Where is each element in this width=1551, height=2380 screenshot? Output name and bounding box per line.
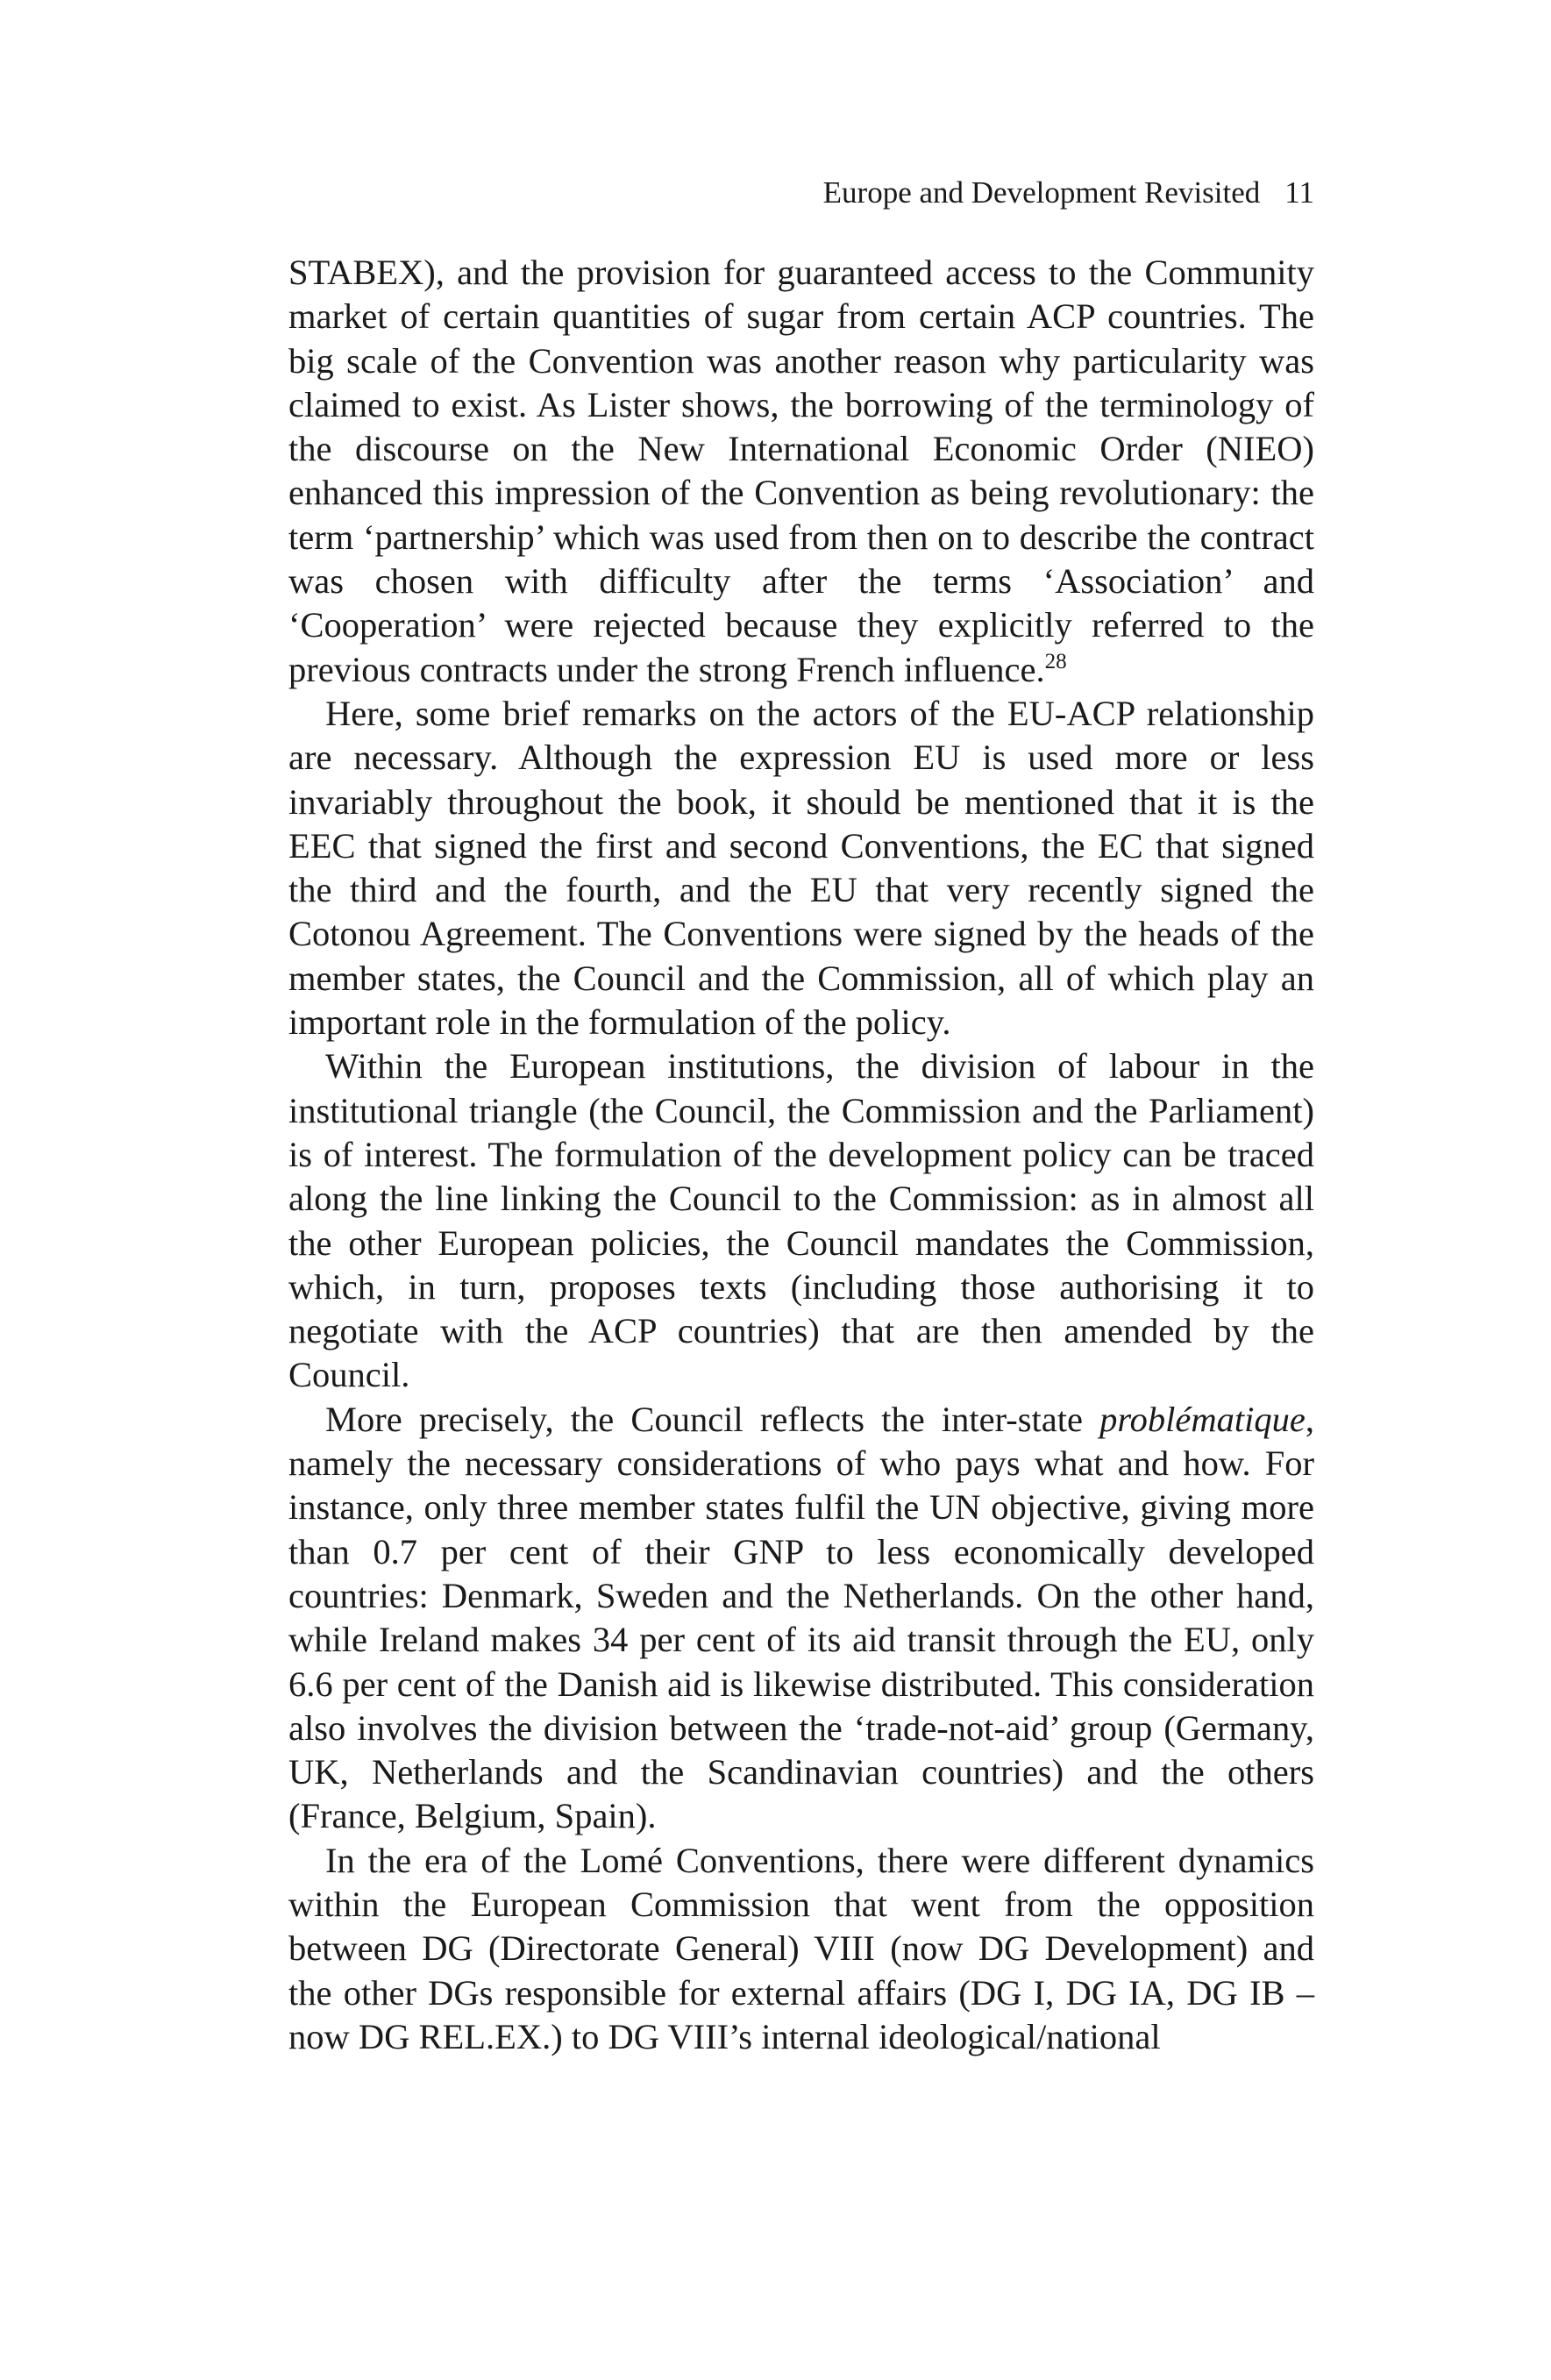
paragraph-commission: In the era of the Lomé Conventions, there were different dynamics within the European Commission that went from the opposition between DG (Directorate General) VIII (now DG Development) and the other DGs responsible for external affairs (DG I, DG IA, DG IB – now DG REL.EX.) to DG VIII’s internal ideological/national [288,1840,1314,2056]
paragraph-text-start: More precisely, the Council reflects the inter-state [325,1399,1100,1439]
paragraph-text: STABEX), and the provision for guaranteed access to the Community market of certain quantities of sugar from certain ACP countries. The big scale of the Convention was another reason why particularity was claimed to exist. As Lister shows, the borrowing of the terminology of the discourse on the New International Economic Order (NIEO) enhanced this impression of the Convention as being revolutionary: the term ‘partnership’ which was used from then on to describe the contract was chosen with difficulty after the terms ‘Association’ and ‘Cooperation’ were rejected because they explicitly referred to the previous contracts under the strong French influence. [288,253,1314,689]
page-number: 11 [1284,175,1314,210]
paragraph-council [288,1398,1314,1839]
running-head [823,171,1314,215]
paragraph-text-end: , namely the necessary considerations of who pays what and how. For instance, only three member states fulfil the UN objective, giving more than 0.7 per cent of their GNP to less economically developed countries: Denmark, Sweden and the Netherlands. On the other hand, while Ireland makes 34 per cent of its aid transit through the EU, only 6.6 per cent of the Danish aid is likewise distributed. This consideration also involves the division between the ‘trade-not-aid’ group (Germany, UK, Netherlands and the Scandinavian countries) and the others (France, Belgium, Spain). [288,1399,1314,1836]
italic-term: problématique [1099,1399,1306,1439]
running-title: Europe and Development Revisited [822,175,1261,210]
body-text [288,251,1314,2059]
paragraph-continuation [288,251,1314,692]
footnote-marker: 28 [1044,649,1067,673]
paragraph-institutions: Within the European institutions, the division of labour in the institutional triangle (the Council, the Commission and the Parliament) is of interest. The formulation of the development policy can be traced along the line linking the Council to the Commission: as in almost all the other European policies, the Council mandates the Commission, which, in turn, proposes texts (including those authorising it to negotiate with the ACP countries) that are then amended by the Council. [288,1046,1314,1395]
paragraph-actors: Here, some brief remarks on the actors of the EU-ACP relationship are necessary. Although the expression EU is used more or less invariably throughout the book, it should be mentioned that it is the EEC that signed the first and second Conventions, the EC that signed the third and the fourth, and the EU that very recently signed the Cotonou Agreement. The Conventions were signed by the heads of the member states, the Council and the Commission, all of which play an important role in the formulation of the policy. [288,693,1314,1043]
